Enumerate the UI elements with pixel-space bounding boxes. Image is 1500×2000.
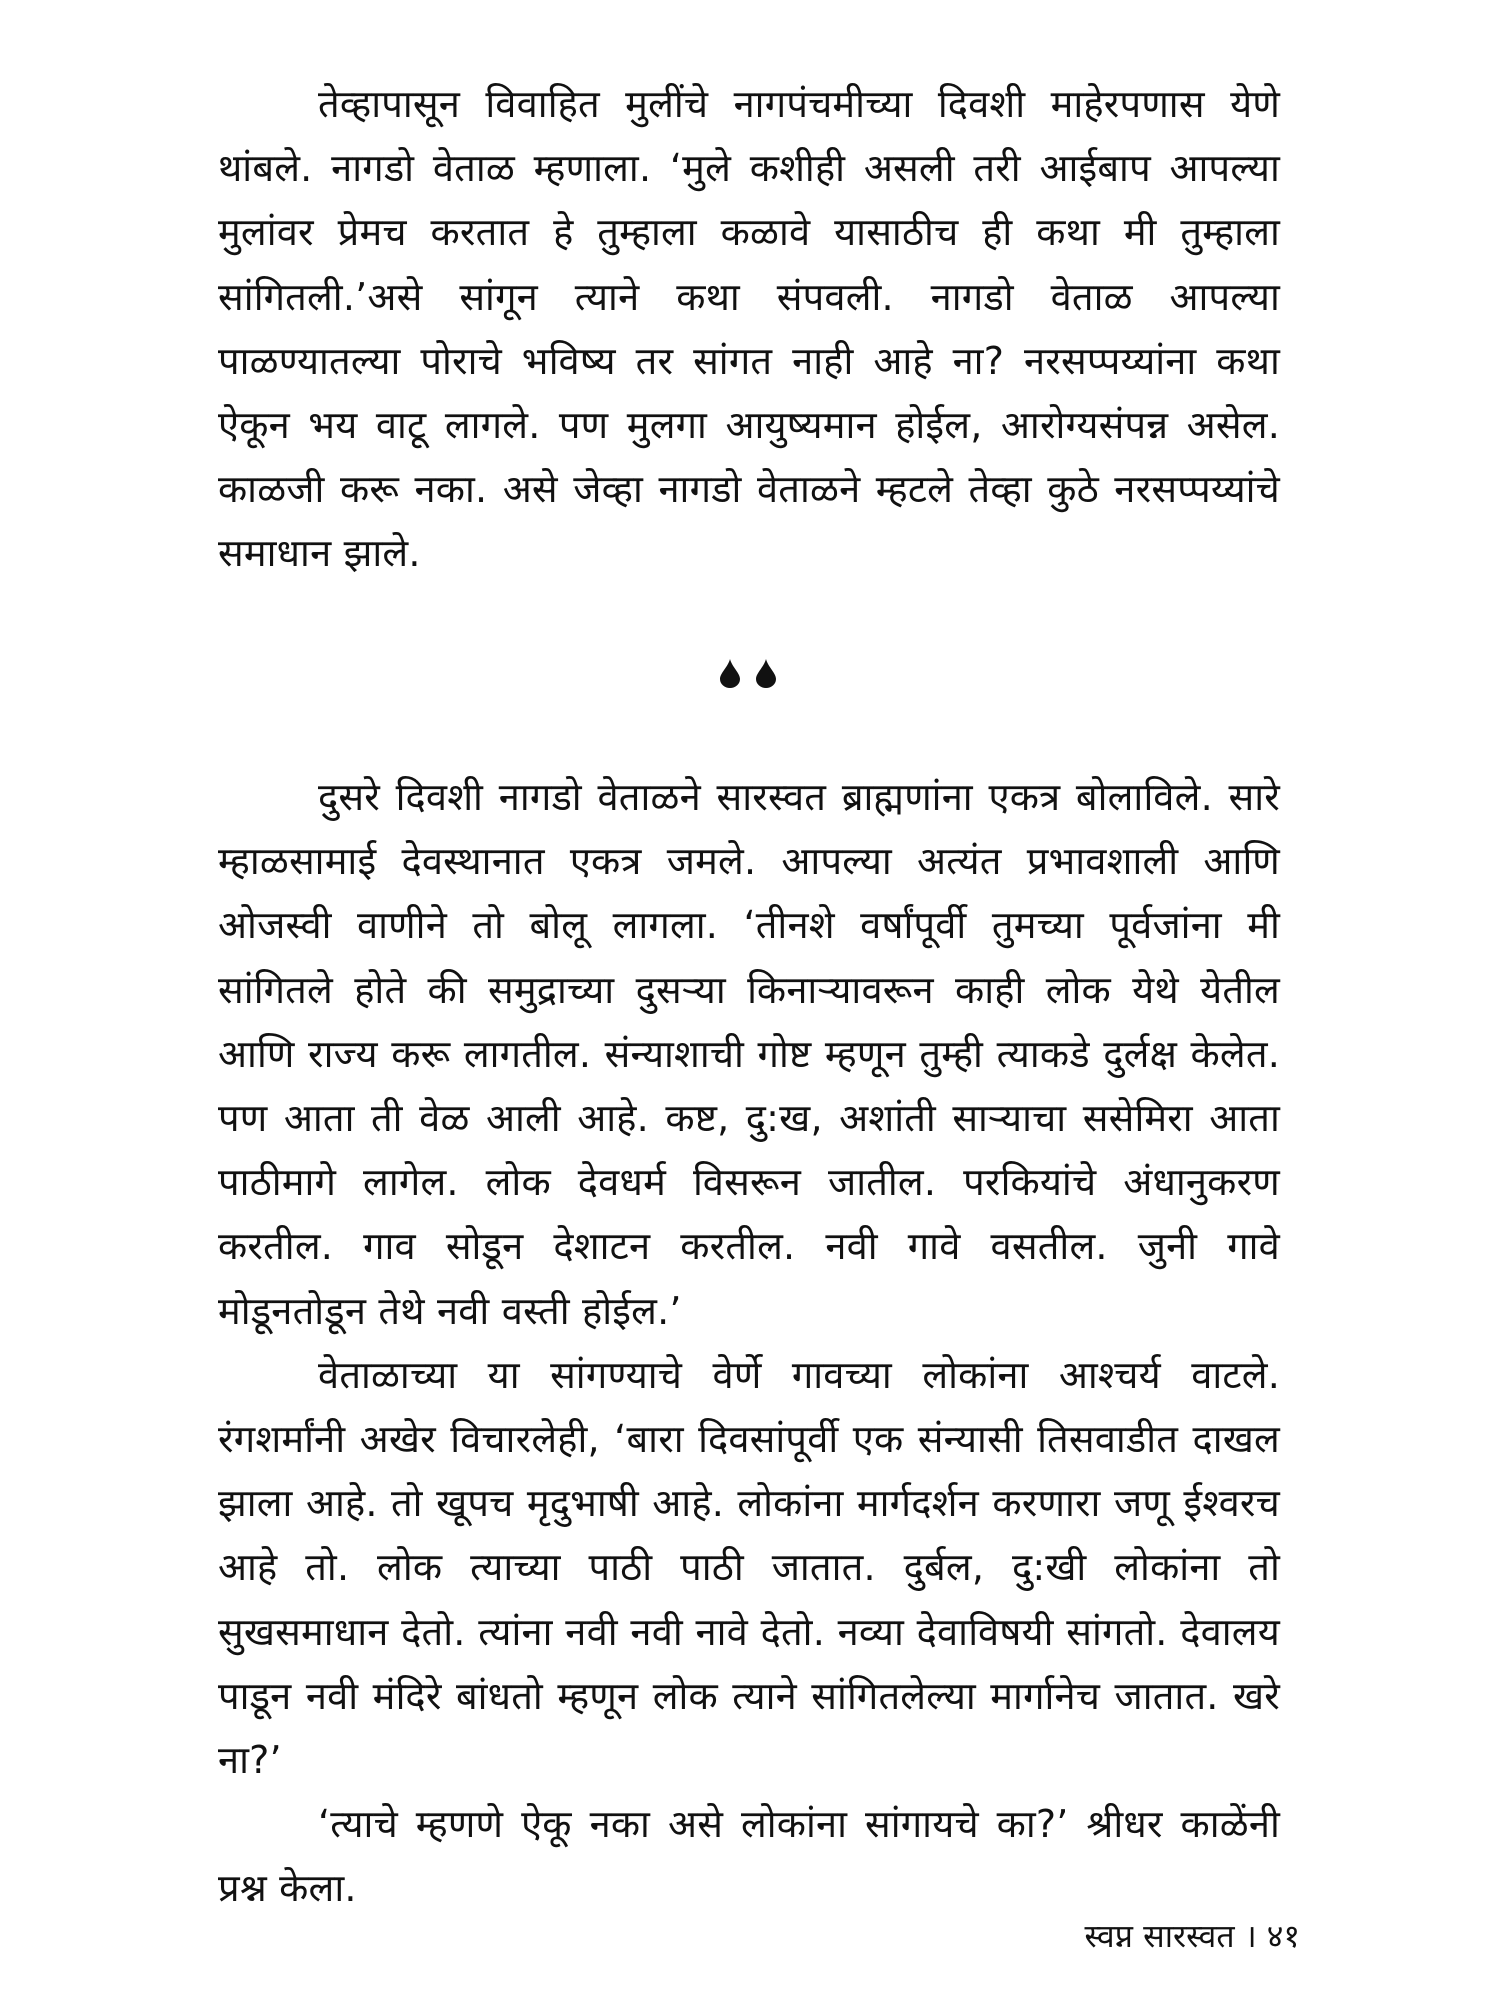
paragraph: तेव्हापासून विवाहित मुलींचे नागपंचमीच्या दिवशी माहेरपणास येणे थांबले. नागडो वेताळ म्हणाला. ‘मुले कशीही असली तरी आईबाप आपल्या मुलांवर प्रेमच करतात हे तुम्हाला कळावे यासाठीच ही कथा मी तुम्हाला सांगितली.’असे सांगून त्याने कथा संपवली. नागडो वेताळ आपल्या पाळण्यातल्या पोराचे भविष्य तर सांगत नाही आहे ना? नरसप्पय्यांना कथा ऐकून भय वाटू लागले. पण मुलगा आयुष्यमान होईल, आरोग्यसंपन्न असेल. काळजी करू नका. असे जेव्हा नागडो वेताळने म्हटले तेव्हा कुठे नरसप्पय्यांचे समाधान झाले. (218, 82, 1280, 576)
footer-divider: । (1244, 1917, 1257, 1955)
paragraph: वेताळाच्या या सांगण्याचे वेर्णे गावच्या लोकांना आश्चर्य वाटले. रंगशर्मांनी अखेर विचारलेही, ‘बारा दिवसांपूर्वी एक संन्यासी तिसवाडीत दाखल झाला आहे. तो खूपच मृदुभाषी आहे. लोकांना मार्गदर्शन करणारा जणू ईश्वरच आहे तो. लोक त्याच्या पाठी पाठी जातात. दुर्बल, दु:खी लोकांना तो सुखसमाधान देतो. त्यांना नवी नवी नावे देतो. नव्या देवाविषयी सांगतो. देवालय पाडून नवी मंदिरे बांधतो म्हणून लोक त्याने सांगितलेल्या मार्गानेच जातात. खरे ना?’ (218, 1352, 1280, 1783)
book-title: स्वप्न सारस्वत (1084, 1917, 1235, 1955)
drop-icon (718, 658, 742, 688)
page-number: ४१ (1266, 1917, 1300, 1955)
section-separator (718, 654, 778, 688)
paragraph: ‘त्याचे म्हणणे ऐकू नका असे लोकांना सांगायचे का?’ श्रीधर काळेंनी प्रश्न केला. (218, 1802, 1280, 1911)
page-footer (1084, 1916, 1300, 1956)
drop-icon (754, 658, 778, 688)
paragraph: दुसरे दिवशी नागडो वेताळने सारस्वत ब्राह्मणांना एकत्र बोलाविले. सारे म्हाळसामाई देवस्थानात एकत्र जमले. आपल्या अत्यंत प्रभावशाली आणि ओजस्वी वाणीने तो बोलू लागला. ‘तीनशे वर्षांपूर्वी तुमच्या पूर्वजांना मी सांगितले होते की समुद्राच्या दुसऱ्या किनाऱ्यावरून काही लोक येथे येतील आणि राज्य करू लागतील. संन्याशाची गोष्ट म्हणून तुम्ही त्याकडे दुर्लक्ष केलेत. पण आता ती वेळ आली आहे. कष्ट, दु:ख, अशांती साऱ्याचा ससेमिरा आता पाठीमागे लागेल. लोक देवधर्म विसरून जातील. परकियांचे अंधानुकरण करतील. गाव सोडून देशाटन करतील. नवी गावे वसतील. जुनी गावे मोडूनतोडून तेथे नवी वस्ती होईल.’ (218, 775, 1280, 1333)
text-section-top (218, 72, 1280, 586)
text-section-bottom (218, 765, 1280, 1921)
